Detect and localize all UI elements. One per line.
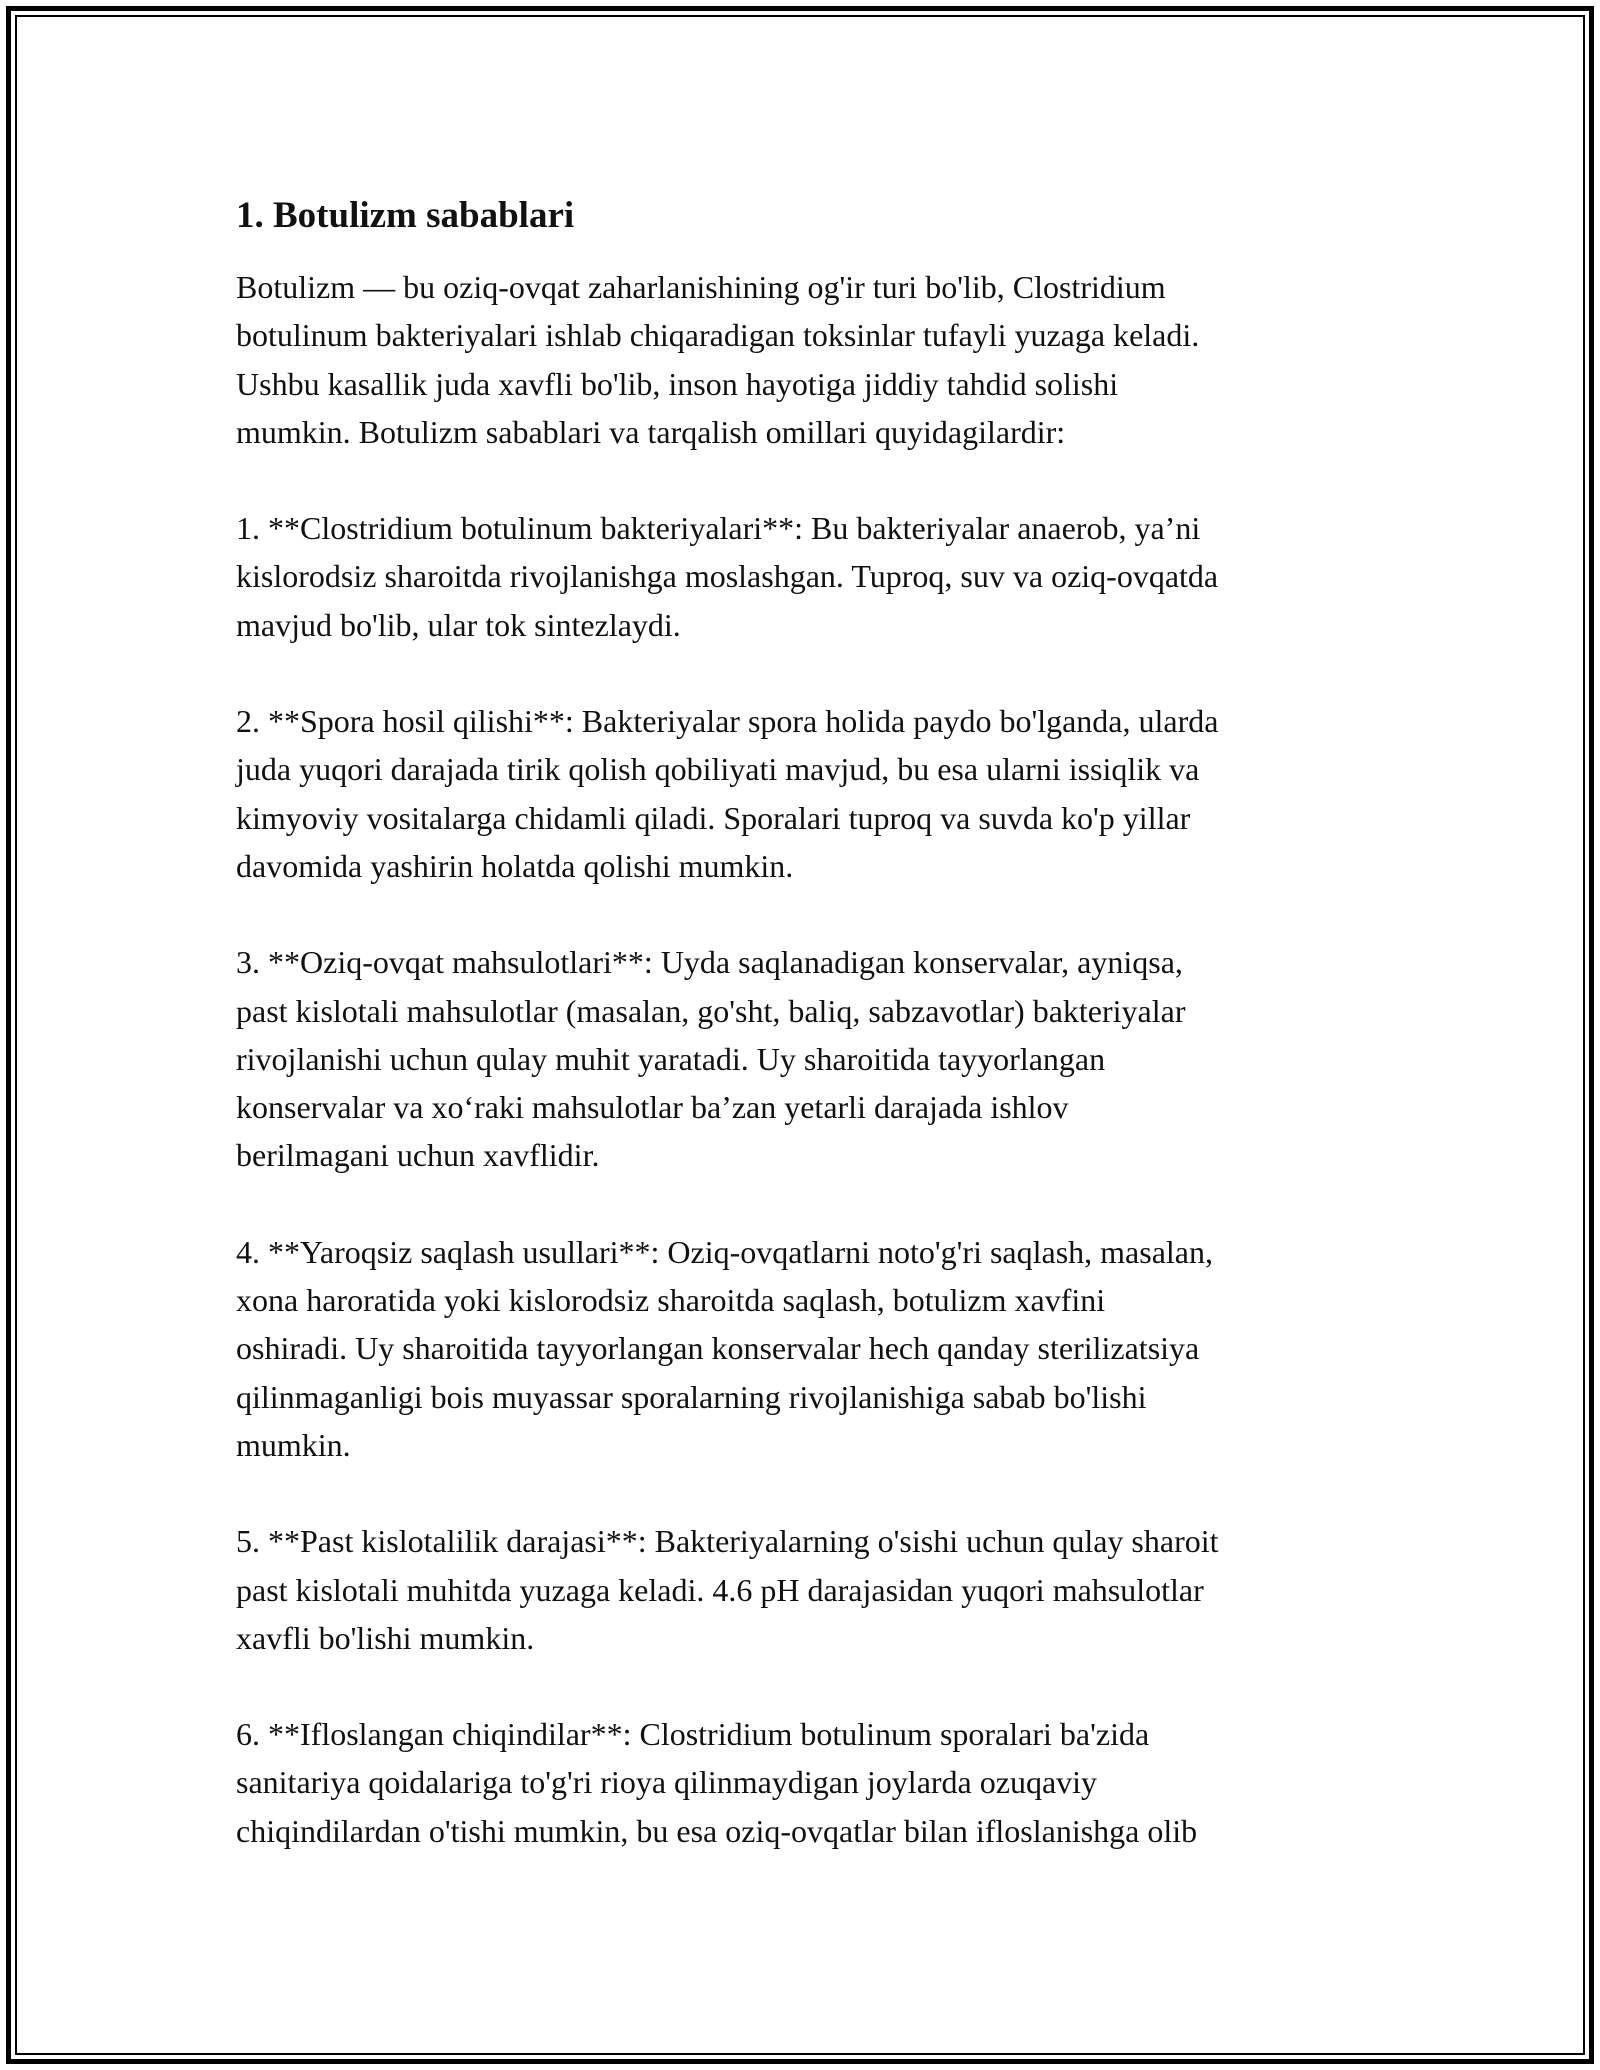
text-line: 3. **Oziq-ovqat mahsulotlari**: Uyda saqlanadigan konservalar, ayniqsa,: [236, 944, 1183, 981]
text-line: xona haroratida yoki kislorodsiz sharoitda saqlash, botulizm xavfini: [236, 1282, 1106, 1319]
text-line: Botulizm — bu oziq-ovqat zaharlanishining og'ir turi bo'lib, Clostridium: [236, 269, 1166, 305]
text-line: mavjud bo'lib, ular tok sintezlaydi.: [236, 606, 681, 643]
text-line: botulinum bakteriyalari ishlab chiqaradigan toksinlar tufayli yuzaga keladi.: [236, 317, 1200, 354]
text-line: oshiradi. Uy sharoitida tayyorlangan konservalar hech qanday sterilizatsiya: [236, 1330, 1200, 1367]
text-line: 1. **Clostridium botulinum bakteriyalari**: Bu bakteriyalar anaerob, ya’ni: [236, 510, 1201, 547]
text-line: 4. **Yaroqsiz saqlash usullari**: Oziq-ovqatlarni noto'g'ri saqlash, masalan,: [236, 1233, 1213, 1270]
text-line: kislorodsiz sharoitda rivojlanishga moslashgan. Tuproq, suv va oziq-ovqatda: [236, 558, 1219, 595]
text-line: mumkin.: [236, 1426, 351, 1463]
list-item-4: [236, 1228, 1376, 1469]
text-line: sanitariya qoidalariga to'g'ri rioya qilinmaydigan joylarda ozuqaviy: [236, 1764, 1098, 1801]
text-line: juda yuqori darajada tirik qolish qobiliyati mavjud, bu esa ularni issiqlik va: [236, 751, 1200, 788]
text-line: kimyoviy vositalarga chidamli qiladi. Sporalari tuproq va suvda ko'p yillar: [236, 799, 1191, 836]
list-item-5: [236, 1517, 1376, 1662]
text-line: xavfli bo'lishi mumkin.: [236, 1619, 535, 1656]
text-line: qilinmaganligi bois muyassar sporalarning rivojlanishiga sabab bo'lishi: [236, 1378, 1147, 1415]
section-heading: 1. Botulizm sabablari: [236, 195, 575, 236]
text-line: 6. **Ifloslangan chiqindilar**: Clostridium botulinum sporalari ba'zida: [236, 1716, 1150, 1753]
list-item-2: [236, 697, 1376, 890]
list-item-6: [236, 1710, 1376, 1855]
text-line: mumkin. Botulizm sabablari va tarqalish omillari quyidagilardir:: [236, 413, 1066, 450]
text-line: konservalar va xo‘raki mahsulotlar ba’zan yetarli darajada ishlov: [236, 1089, 1069, 1126]
text-line: past kislotali muhitda yuzaga keladi. 4.6 pH darajasidan yuqori mahsulotlar: [236, 1571, 1204, 1608]
list-item-3: [236, 938, 1376, 1179]
text-line: 5. **Past kislotalilik darajasi**: Bakteriyalarning o'sishi uchun qulay sharoit: [236, 1523, 1219, 1560]
document-body: [236, 186, 1376, 1903]
intro-paragraph: [236, 263, 1376, 456]
text-line: past kislotali mahsulotlar (masalan, go'sht, baliq, sabzavotlar) bakteriyalar: [236, 992, 1186, 1029]
list-item-1: [236, 504, 1376, 649]
text-line: Ushbu kasallik juda xavfli bo'lib, inson hayotiga jiddiy tahdid solishi: [236, 365, 1119, 402]
text-line: chiqindilardan o'tishi mumkin, bu esa oziq-ovqatlar bilan ifloslanishga olib: [236, 1812, 1198, 1849]
text-line: davomida yashirin holatda qolishi mumkin.: [236, 847, 794, 884]
text-line: rivojlanishi uchun qulay muhit yaratadi. Uy sharoitida tayyorlangan: [236, 1040, 1106, 1077]
text-line: berilmagani uchun xavflidir.: [236, 1137, 600, 1174]
text-line: 2. **Spora hosil qilishi**: Bakteriyalar spora holida paydo bo'lganda, ularda: [236, 703, 1219, 740]
